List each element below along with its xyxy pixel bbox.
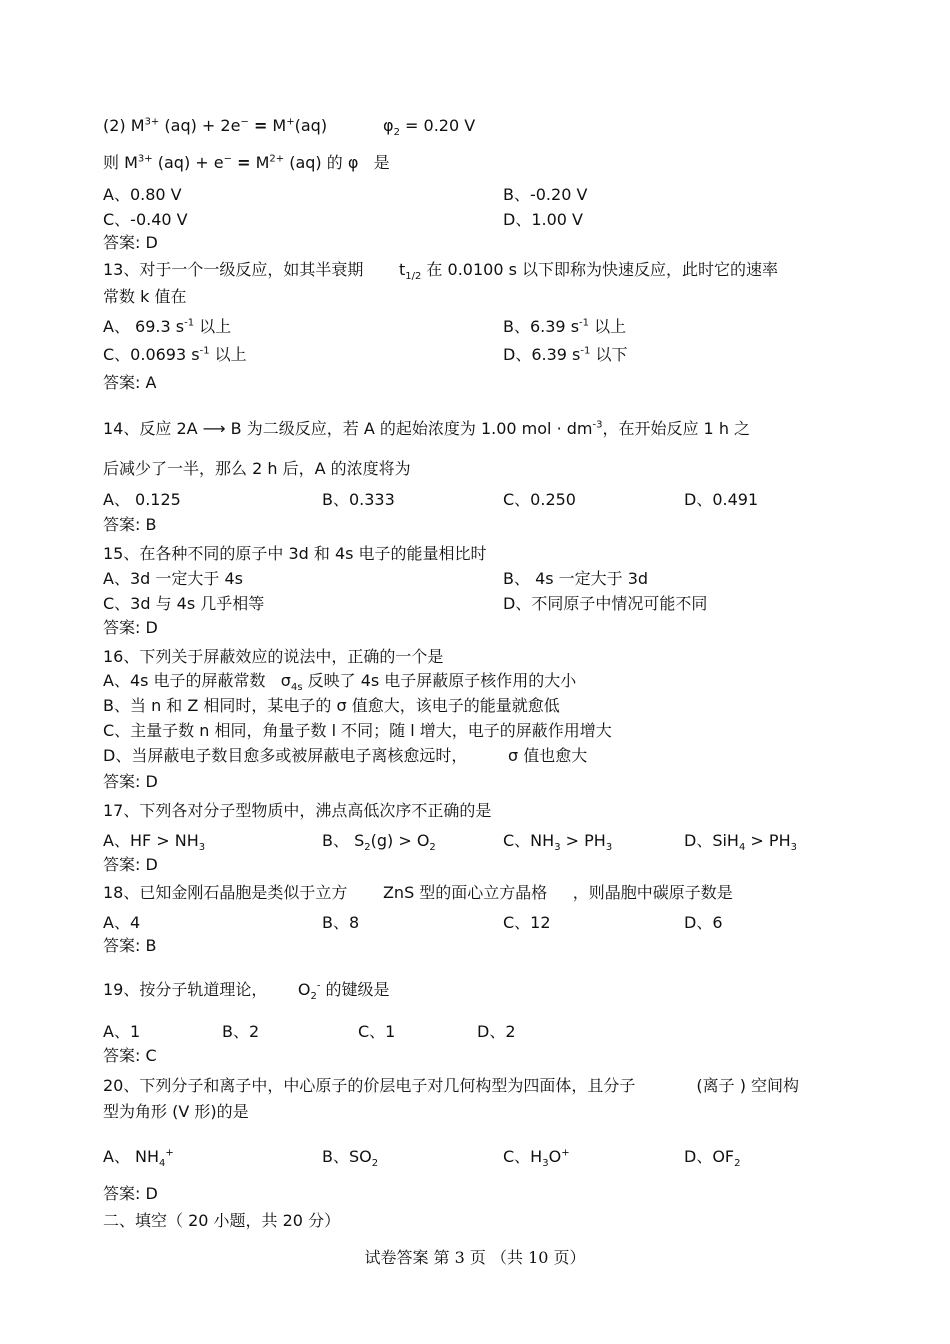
text-line: 则 $M^{3+}$ $(aq) + e^- = M^{2+}$ (aq) 的 φ 是 [103, 153, 390, 172]
text-line: C、$H_3O^+$ [503, 1147, 570, 1170]
text-line: D、$SiH_4 > PH_3$ [684, 831, 797, 854]
text-line: A、0.80 V [103, 185, 182, 204]
text-line: D、2 [477, 1022, 516, 1041]
text-line: C、主量子数 n 相同，角量子数 l 不同；随 l 增大，电子的屏蔽作用增大 [103, 721, 612, 740]
text-line: 20、下列分子和离子中，中心原子的价层电子对几何构型为四面体，且分子 (离子 ) 空间构 [103, 1076, 800, 1095]
text-line: A、HF > $NH_3$ [103, 831, 206, 854]
text-line: 后减少了一半，那么 2 h 后，A 的浓度将为 [103, 459, 411, 478]
text-line: B、2 [222, 1022, 260, 1041]
text-line: B、-0.20 V [503, 185, 588, 204]
text-line: 二、填空（ 20 小题，共 20 分） [103, 1211, 341, 1230]
page-footer: 试卷答案 第 3 页 （共 10 页） [364, 1248, 586, 1267]
text-line: 18、已知金刚石晶胞是类似于立方 ZnS 型的面心立方晶格 ，则晶胞中碳原子数是 [103, 883, 733, 902]
text-line: 16、下列关于屏蔽效应的说法中，正确的一个是 [103, 647, 444, 666]
text-line: 答案: D [103, 1184, 158, 1203]
text-line: D、6.39 $s^{-1}$ 以下 [503, 345, 628, 364]
text-line: D、1.00 V [503, 210, 583, 229]
text-line: D、0.491 [684, 490, 759, 509]
text-line: 答案: C [103, 1046, 157, 1065]
text-line: C、12 [503, 913, 551, 932]
text-line: 19、按分子轨道理论， $O_2^-$ 的键级是 [103, 980, 390, 1003]
text-line: B、 4s 一定大于 3d [503, 569, 649, 588]
text-line: B、 $S_2(g) > O_2$ [322, 831, 436, 854]
text-line: (2) $M^{3+}$ (aq) + 2e− = M+(aq) $\varphi_2 = 0.20$ V [103, 116, 476, 139]
text-line: A、3d 一定大于 4s [103, 569, 243, 588]
text-line: A、4s 电子的屏蔽常数 $\sigma_{4s}$ 反映了 4s 电子屏蔽原子核作用的大小 [103, 671, 577, 694]
text-line: 13、对于一个一级反应，如其半衰期 $t_{1/2}$ 在 0.0100 s 以下即称为快速反应，此时它的速率 [103, 260, 779, 283]
text-line: D、当屏蔽电子数目愈多或被屏蔽电子离核愈远时， σ 值也愈大 [103, 746, 588, 765]
text-line: D、$OF_2$ [684, 1147, 741, 1170]
text-line: D、不同原子中情况可能不同 [503, 594, 708, 613]
text-line: A、 69.3 $s^{-1}$ 以上 [103, 317, 232, 336]
text-line: C、0.250 [503, 490, 576, 509]
text-line: 答案: D [103, 855, 158, 874]
text-line: A、1 [103, 1022, 141, 1041]
text-line: B、$SO_2$ [322, 1147, 379, 1170]
text-line: 答案: D [103, 233, 158, 252]
text-line: B、8 [322, 913, 360, 932]
text-line: 17、下列各对分子型物质中，沸点高低次序不正确的是 [103, 801, 492, 820]
text-line: B、6.39 $s^{-1}$ 以上 [503, 317, 627, 336]
text-line: 答案: B [103, 936, 157, 955]
text-line: C、1 [358, 1022, 396, 1041]
text-line: 型为角形 (V 形)的是 [103, 1102, 249, 1121]
text-line: C、0.0693 $s^{-1}$ 以上 [103, 345, 247, 364]
text-line: C、3d 与 4s 几乎相等 [103, 594, 265, 613]
text-line: 15、在各种不同的原子中 3d 和 4s 电子的能量相比时 [103, 544, 487, 563]
text-line: 答案: D [103, 618, 158, 637]
text-line: 14、反应 2A ⟶ B 为二级反应，若 A 的起始浓度为 1.00 mol · $dm^{-3}$，在开始反应 1 h 之 [103, 419, 751, 438]
text-line: 常数 k 值在 [103, 287, 187, 306]
text-line: B、0.333 [322, 490, 395, 509]
text-line: D、6 [684, 913, 723, 932]
text-line: 答案: A [103, 373, 157, 392]
text-line: B、当 n 和 Z 相同时，某电子的 σ 值愈大，该电子的能量就愈低 [103, 696, 560, 715]
text-line: C、$NH_3 > PH_3$ [503, 831, 613, 854]
text-line: 答案: D [103, 772, 158, 791]
text-line: A、4 [103, 913, 141, 932]
text-line: A、 $NH_4^+$ [103, 1147, 174, 1170]
text-line: 答案: B [103, 515, 157, 534]
text-line: C、-0.40 V [103, 210, 188, 229]
text-line: A、 0.125 [103, 490, 181, 509]
